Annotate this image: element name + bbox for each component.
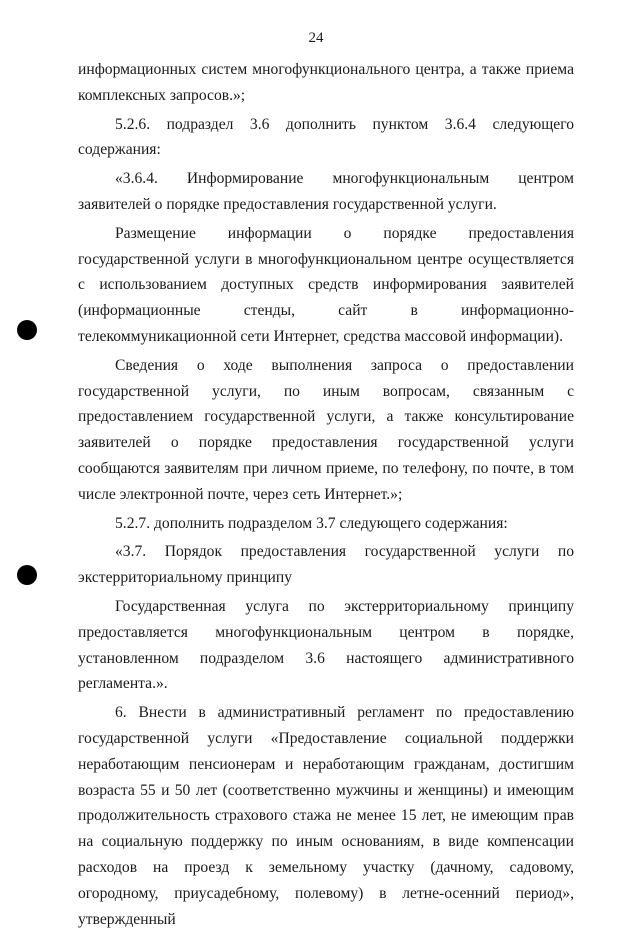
paragraph-item-6: 6. Внести в административный регламент по предоставлению государственной услуги «Предоставление социальной поддержки неработающим пенсионерам и неработающим гражданам, достигшим возраста 55 и 50 лет (соответственно мужчины и женщины) и имеющим продолжительность страхового стажа не менее 15 лет, не имеющим прав на социальную поддержку по иным основаниям, в виде компенсации расходов на проезд к земельному участку (дачному, садовому, огородному, приусадебному, полевому) в летне-осенний период», утвержденный [78, 704, 574, 928]
paragraph-3-7-heading: «3.7. Порядок предоставления государственной услуги по экстерриториальному принципу [78, 543, 574, 587]
paragraph-3-6-4: «3.6.4. Информирование многофункциональным центром заявителей о порядке предоставления государственной услуги. [78, 170, 574, 213]
punch-hole-lower [17, 565, 37, 585]
paragraph-placement-info: Размещение информации о порядке предоставления государственной услуги в многофункциональном центре осуществляется с использованием доступных средств информирования заявителей (информационные стенды, сайт в информационно-телекоммуникационной сети Интернет, средства массовой информации). [78, 224, 574, 345]
paragraph-request-info: Сведения о ходе выполнения запроса о предоставлении государственной услуги, по иным вопросам, связанным с предоставлением государственной услуги, а также консультирование заявителей о порядке предоставления государственной услуги сообщаются заявителям при личном приеме, по телефону, по почте, в том числе электронной почте, через сеть Интернет.»; [78, 356, 574, 503]
paragraph-continuation: информационных систем многофункционального центра, а также приема комплексных запросов.»; [78, 61, 574, 104]
paragraph-5-2-6: 5.2.6. подраздел 3.6 дополнить пунктом 3.6.4 следующего содержания: [78, 115, 574, 159]
page-number: 24 [308, 30, 324, 46]
punch-hole-upper [17, 320, 37, 340]
document-body [78, 57, 574, 932]
paragraph-5-2-7: 5.2.7. дополнить подразделом 3.7 следующего содержания: [115, 514, 508, 532]
paragraph-extraterritorial: Государственная услуга по экстерриториальному принципу предоставляется многофункциональным центром в порядке, установленном подразделом 3.6 настоящего административного регламента.». [78, 597, 574, 693]
